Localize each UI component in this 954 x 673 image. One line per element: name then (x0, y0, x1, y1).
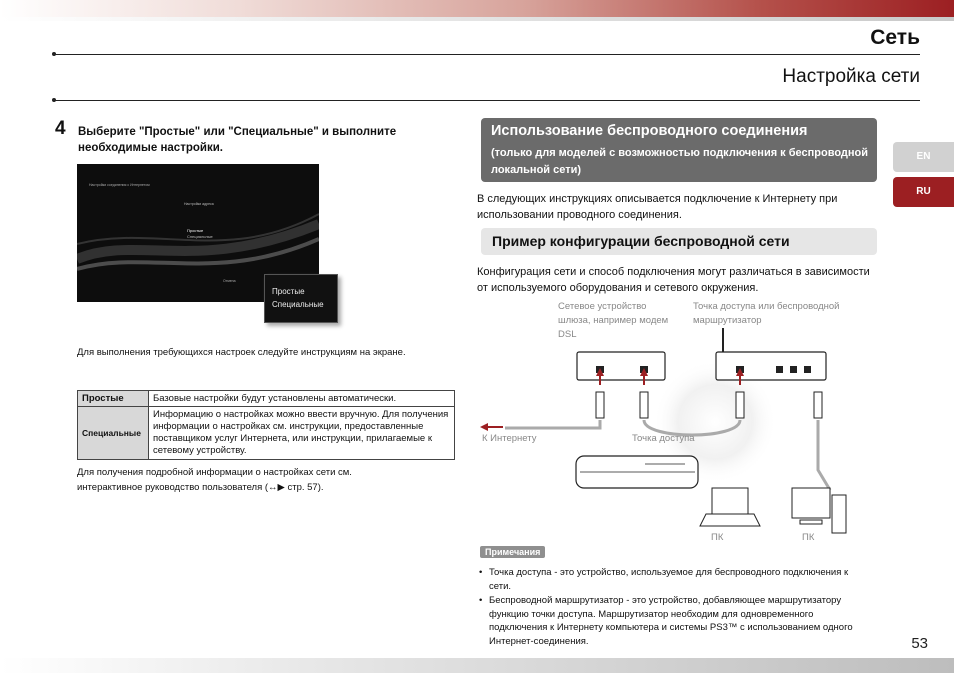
screen-option-simple: Простые (187, 228, 204, 233)
wireless-intro: В следующих инструкциях описывается подключение к Интернету при использовании проводного соединения. (477, 193, 838, 221)
wireless-banner-title: Использование беспроводного соединения (491, 123, 808, 139)
header-gradient-bar (0, 0, 954, 17)
pc1-label: ПК (711, 532, 724, 543)
footer-note (77, 465, 467, 495)
step-text: Выберите "Простые" или "Специальные" и выполните необходимые настройки. (78, 126, 397, 154)
footer-line1: Для получения подробной информации о настройках сети см. (77, 467, 352, 478)
settings-table (77, 390, 455, 460)
table-value: Базовые настройки будут установлены автоматически. (149, 391, 455, 407)
tab-ru[interactable]: RU (893, 177, 954, 207)
screen-popup-zoom (264, 274, 338, 323)
access-point-device-label: Точка доступа или беспроводной маршрутизатор (693, 301, 840, 326)
footer-line2-end: стр. 57). (284, 482, 324, 493)
ps3-console-icon (576, 456, 698, 488)
screen-option-custom: Специальные (187, 234, 213, 239)
wireless-banner (481, 118, 877, 182)
screen-back: Отмена (223, 279, 236, 283)
footer-line2: интерактивное руководство пользователя ( (77, 482, 269, 493)
network-diagram (470, 320, 890, 542)
screen-menu-title: Настройки адреса (184, 202, 214, 206)
header-shadow-bar (0, 17, 954, 21)
tab-en[interactable]: EN (893, 142, 954, 172)
modem-icon (577, 352, 665, 380)
link-arrow-icon: ↔▶ (268, 482, 285, 493)
footer-gradient-bar (0, 658, 954, 673)
step-number: 4 (55, 118, 66, 139)
note-item: • Беспроводной маршрутизатор - это устройство, добавляющее маршрутизатору функцию точки доступа. Маршрутизатор необходим для одновременного подключения к Интернету компьютера и системы PS3™ с использованием одного Интернет-соединения. (489, 594, 874, 648)
table-key: Простые (78, 391, 149, 407)
desktop-pc-icon (792, 488, 846, 533)
table-row (78, 391, 455, 407)
popup-option-custom: Специальные (272, 300, 324, 309)
note-item: • Точка доступа - это устройство, используемое для беспроводного подключения к сети. (489, 566, 869, 593)
pc2-label: ПК (802, 532, 815, 543)
table-row (78, 407, 455, 460)
example-banner (481, 228, 877, 255)
page-number: 53 (911, 635, 928, 652)
router-icon (716, 328, 826, 380)
example-intro: Конфигурация сети и способ подключения могут различаться в зависимости от используемого оборудования и сетевого окружения. (477, 266, 870, 294)
screen-header: Настройки соединения с Интернетом (89, 183, 150, 187)
gateway-label: Сетевое устройство шлюза, например модем DSL (558, 301, 669, 340)
title-rule (54, 54, 920, 55)
table-key: Специальные (78, 407, 149, 460)
access-point-label: Точка доступа (632, 433, 695, 444)
page-subtitle: Настройка сети (782, 66, 920, 87)
laptop-icon (700, 488, 760, 526)
instruction-text: Для выполнения требующихся настроек следуйте инструкциям на экране. (77, 347, 406, 358)
subtitle-rule (54, 100, 920, 101)
example-banner-title: Пример конфигурации беспроводной сети (492, 233, 790, 249)
internet-label: К Интернету (482, 433, 537, 444)
wireless-banner-subtitle: (только для моделей с возможностью подключения к беспроводной локальной сети) (491, 147, 869, 176)
table-value: Информацию о настройках можно ввести вручную. Для получения информации о настройках см. инструкции, предоставленные поставщиком услуг Интернета, или инструкции, прилагаемые к сетевому устройству. (149, 407, 455, 460)
page-title: Сеть (870, 26, 920, 49)
popup-option-simple: Простые (272, 287, 305, 296)
notes-badge: Примечания (480, 546, 545, 558)
